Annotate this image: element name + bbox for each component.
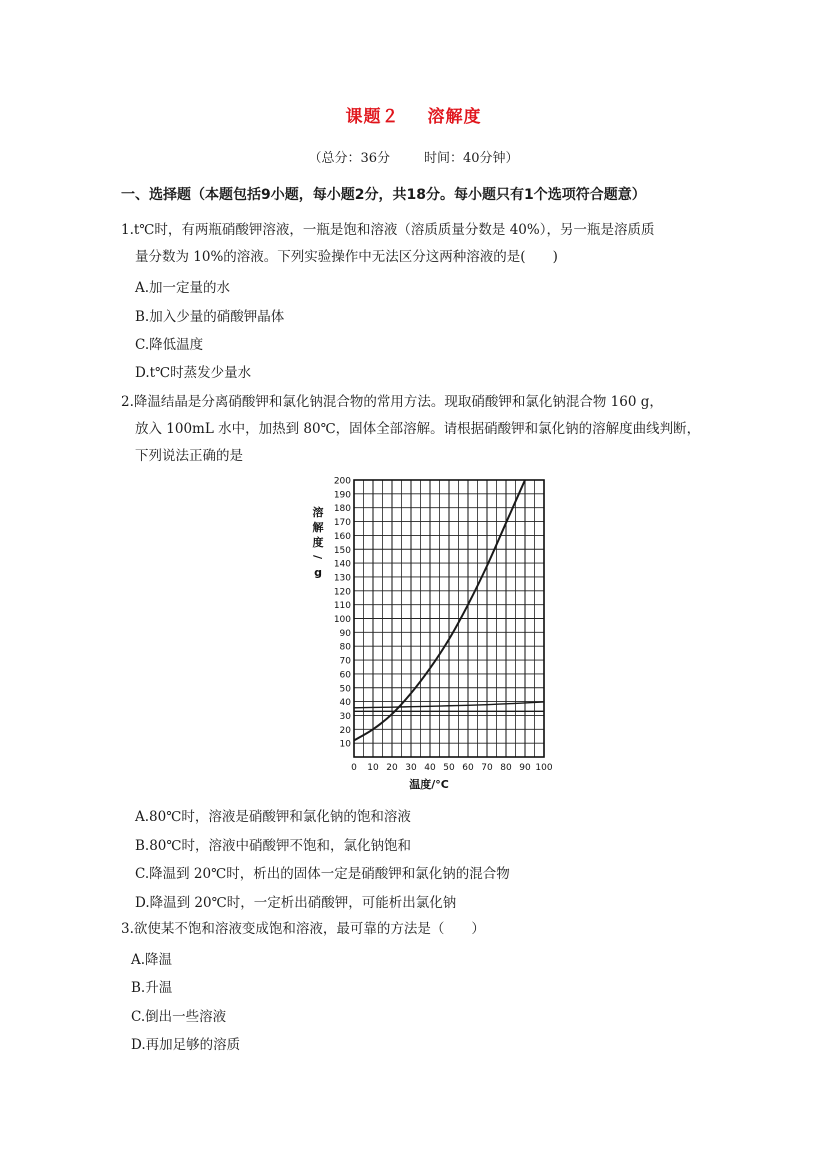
- x-tick-label: 40: [424, 763, 436, 773]
- x-tick-label: 20: [386, 763, 398, 773]
- x-tick-label: 70: [481, 763, 493, 773]
- question-3-option-a: A.降温: [131, 952, 173, 968]
- section-heading: 一、选择题（本题包括9小题，每小题2分，共18分。每小题只有1个选项符合题意）: [121, 187, 646, 203]
- question-3-line-1: 3.欲使某不饱和溶液变成饱和溶液，最可靠的方法是（ ）: [121, 921, 485, 937]
- y-tick-label: 70: [339, 656, 351, 667]
- y-tick-label: 140: [333, 559, 351, 570]
- exam-meta: [0, 147, 827, 166]
- y-tick-label: 10: [339, 739, 351, 750]
- x-tick-label: 50: [443, 763, 455, 773]
- solubility-chart: [308, 468, 558, 794]
- x-tick-label: 10: [367, 763, 379, 773]
- question-2-option-a: A.80℃时，溶液是硝酸钾和氯化钠的饱和溶液: [135, 809, 411, 825]
- x-tick-label: 90: [519, 763, 531, 773]
- y-tick-label: 30: [339, 711, 351, 722]
- question-1-option-a: A.加一定量的水: [135, 280, 231, 296]
- chart-labels: [311, 477, 553, 792]
- question-2-option-b: B.80℃时，溶液中硝酸钾不饱和，氯化钠饱和: [135, 838, 411, 854]
- question-1-line-2: 量分数为 10%的溶液。下列实验操作中无法区分这两种溶液的是( ): [135, 249, 558, 265]
- lesson-topic: 溶解度: [427, 107, 482, 127]
- x-tick-label: 100: [535, 763, 553, 773]
- chart-grid: [354, 480, 544, 757]
- question-1-option-b: B.加入少量的硝酸钾晶体: [135, 309, 285, 325]
- y-tick-label: 170: [333, 518, 351, 529]
- y-tick-label: 110: [333, 601, 351, 612]
- question-2-line-3: 下列说法正确的是: [135, 448, 243, 464]
- y-tick-label: 20: [339, 725, 351, 736]
- x-tick-label: 80: [500, 763, 512, 773]
- question-2-option-d: D.降温到 20℃时，一定析出硝酸钾，可能析出氯化钠: [135, 895, 457, 911]
- y-tick-label: 120: [333, 587, 351, 598]
- question-3-option-c: C.倒出一些溶液: [131, 1009, 227, 1025]
- y-tick-label: 100: [333, 615, 351, 625]
- y-tick-label: 180: [333, 504, 351, 515]
- question-1-option-d: D.t℃时蒸发少量水: [135, 365, 252, 381]
- page-title: [0, 102, 827, 127]
- y-tick-label: 60: [339, 670, 351, 681]
- y-tick-label: 50: [339, 684, 351, 695]
- x-tick-label: 0: [351, 763, 357, 773]
- y-tick-label: 40: [339, 698, 351, 709]
- question-3-option-b: B.升温: [131, 980, 173, 996]
- question-3-option-d: D.再加足够的溶质: [131, 1037, 241, 1053]
- question-2-line-2: 放入 100mL 水中，加热到 80℃，固体全部溶解。请根据硝酸钾和氯化钠的溶解度曲线判断，: [135, 421, 701, 437]
- y-axis-label-glyph: g: [314, 566, 322, 579]
- y-axis-label-glyph: /: [311, 554, 324, 560]
- y-tick-label: 160: [333, 531, 351, 542]
- y-tick-label: 150: [333, 545, 351, 556]
- y-axis-label-glyph: 溶: [312, 506, 324, 519]
- lesson-number: 课题２: [345, 107, 400, 127]
- question-1-option-c: C.降低温度: [135, 337, 204, 353]
- time-limit: 时间：40分钟）: [424, 151, 519, 166]
- y-tick-label: 80: [339, 642, 351, 653]
- x-tick-label: 30: [405, 763, 417, 773]
- question-1-line-1: 1.t℃时，有两瓶硝酸钾溶液，一瓶是饱和溶液（溶质质量分数是 40%），另一瓶是溶质质: [121, 222, 655, 238]
- x-tick-label: 60: [462, 763, 474, 773]
- total-score: （总分：36分: [308, 151, 390, 166]
- y-tick-label: 130: [333, 573, 351, 584]
- y-tick-label: 190: [333, 490, 351, 501]
- question-2-option-c: C.降温到 20℃时，析出的固体一定是硝酸钾和氯化钠的混合物: [135, 866, 510, 882]
- y-tick-label: 90: [339, 628, 351, 639]
- x-axis-label: 温度/°C: [409, 778, 449, 791]
- y-axis-label-glyph: 度: [312, 536, 324, 549]
- question-2-line-1: 2.降温结晶是分离硝酸钾和氯化钠混合物的常用方法。现取硝酸钾和氯化钠混合物 160 g，: [121, 394, 663, 410]
- y-tick-label: 200: [333, 476, 351, 487]
- y-axis-label-glyph: 解: [312, 521, 324, 534]
